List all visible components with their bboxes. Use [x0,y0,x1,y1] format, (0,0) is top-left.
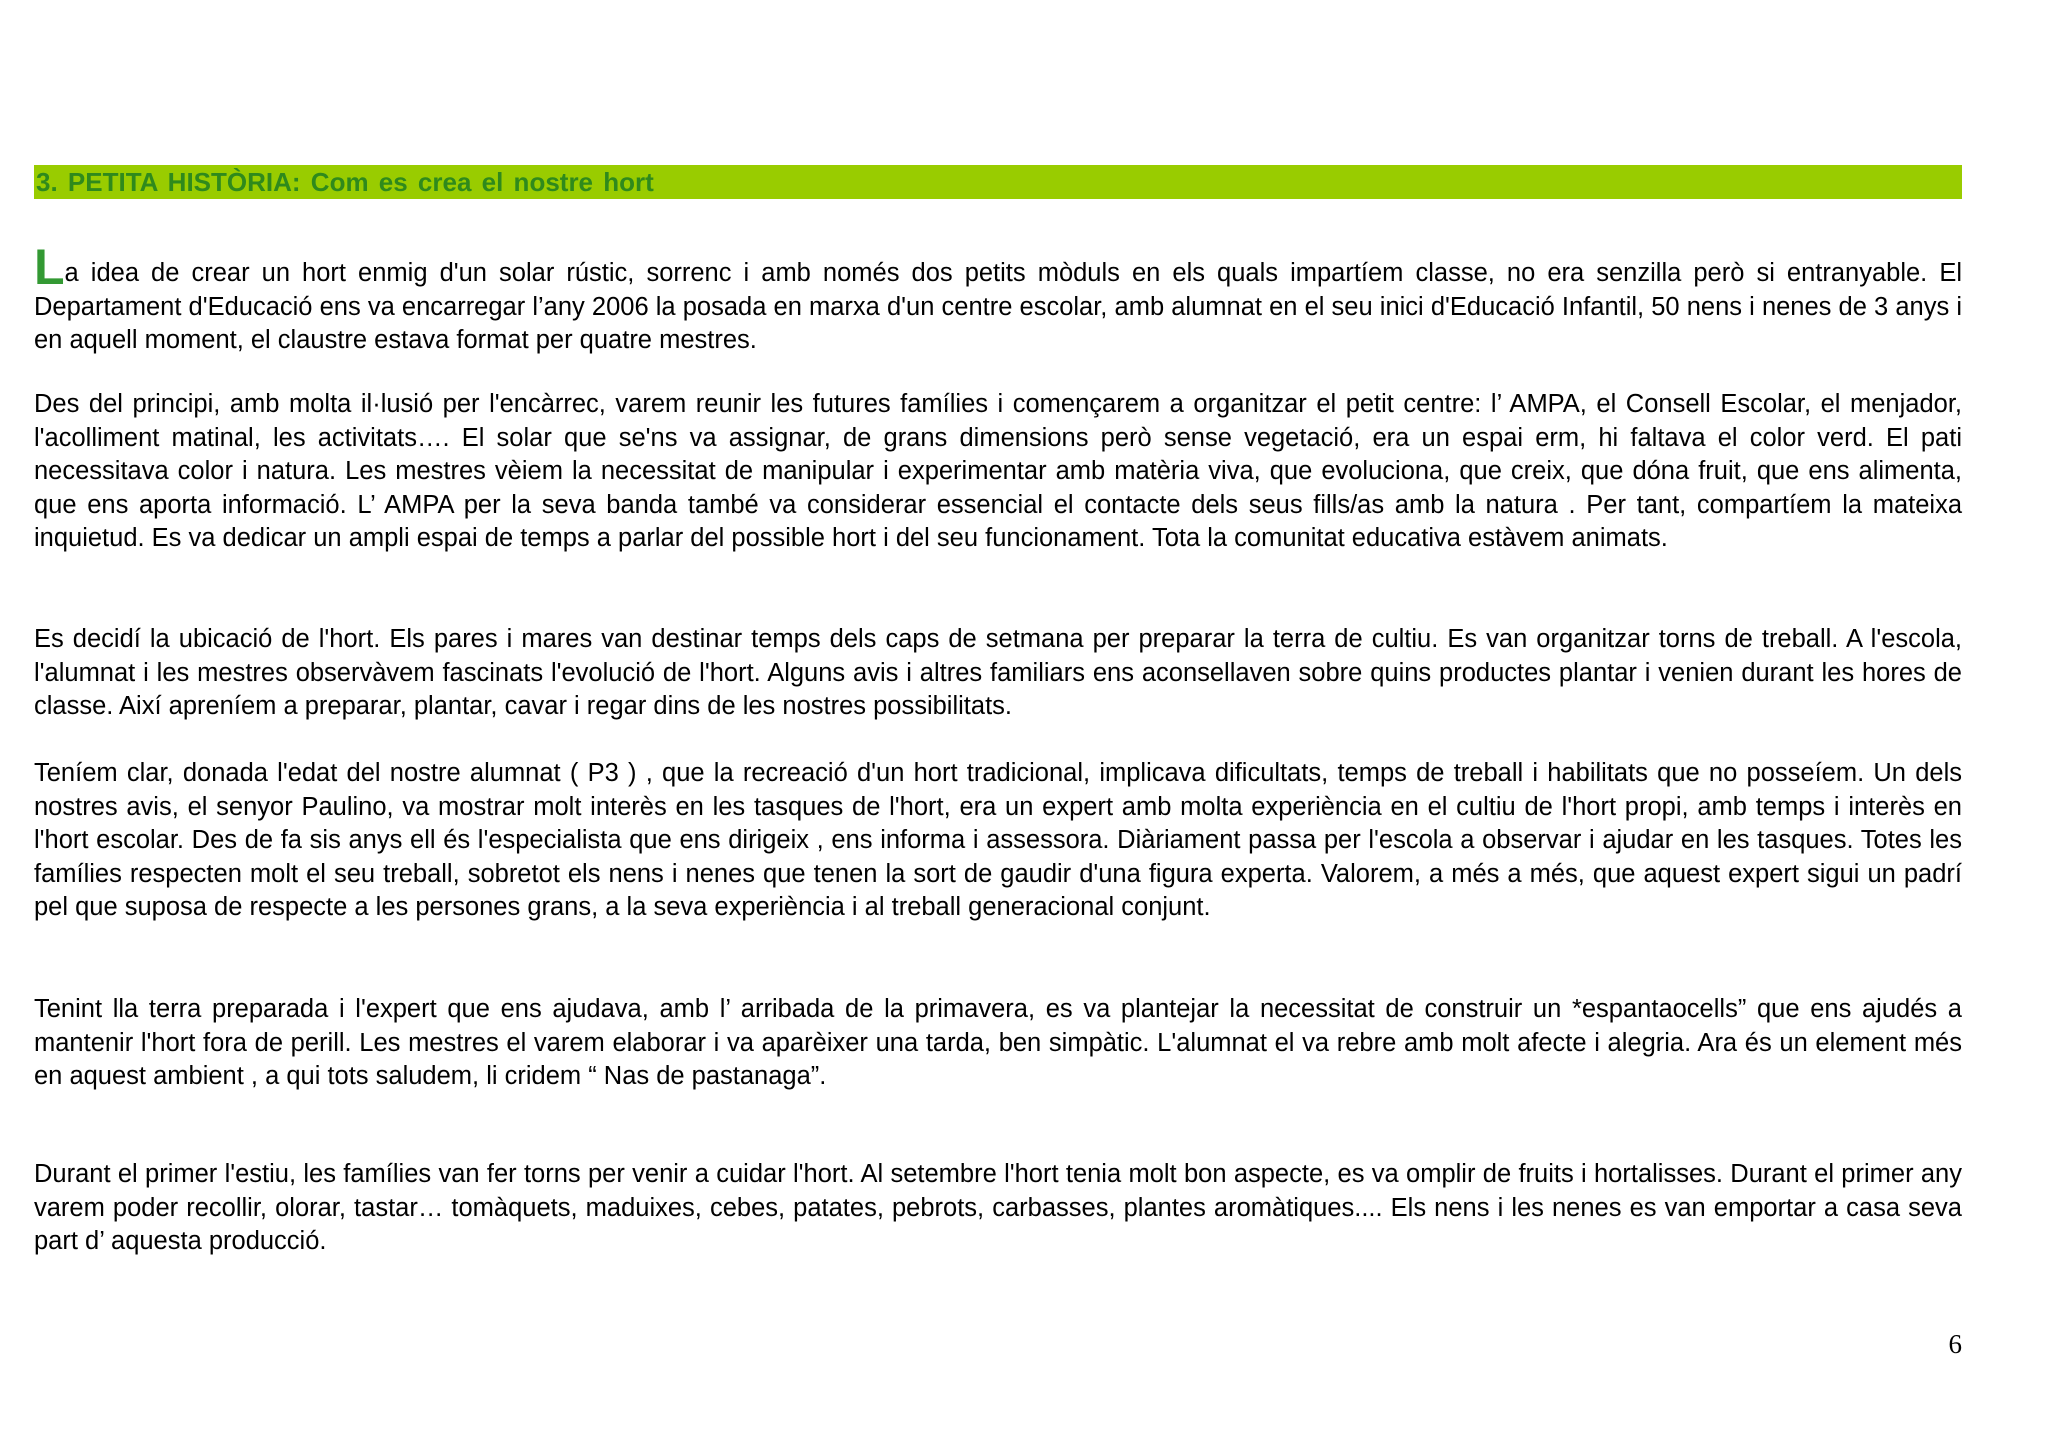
paragraph-location: Es decidí la ubicació de l'hort. Els pares i mares van destinar temps dels caps de setmana per preparar la terra de cultiu. Es van organitzar torns de treball. A l'escola, l'alumnat i les mestres observàvem fascinats l'evolució de l'hort. Alguns avis i altres familiars ens aconsellaven sobre quins productes plantar i venien durant les hores de classe. Així apreníem a preparar, plantar, cavar i regar dins de les nostres possibilitats. [34,625,1962,720]
document-page [34,0,1962,1447]
drop-cap-letter: L [34,239,65,295]
page-number: 6 [1948,1329,1962,1359]
paragraph-scarecrow: Tenint lla terra preparada i l'expert que ens ajudava, amb l’ arribada de la primavera, es va plantejar la necessitat de construir un *espantaocells” que ens ajudés a mantenir l'hort fora de perill. Les mestres el varem elaborar i va aparèixer una tarda, ben simpàtic. L'alumnat el va rebre amb molt afecte i alegria. Ara és un element més en aquest ambient , a qui tots saludem, li cridem “ Nas de pastanaga”. [34,995,1962,1090]
paragraph-beginnings: Des del principi, amb molta il·lusió per l'encàrrec, varem reunir les futures famílies i començarem a organitzar el petit centre: l’ AMPA, el Consell Escolar, el menjador, l'acolliment matinal, les activitats…. El solar que se'ns va assignar, de grans dimensions però sense vegetació, era un espai erm, hi faltava el color verd. El pati necessitava color i natura. Les mestres vèiem la necessitat de manipular i experimentar amb matèria viva, que evoluciona, que creix, que dóna fruit, que ens alimenta, que ens aporta informació. L’ AMPA per la seva banda també va considerar essencial el contacte dels seus fills/as amb la natura . Per tant, compartíem la mateixa inquietud. Es va dedicar un ampli espai de temps a parlar del possible hort i del seu funcionament. Tota la comunitat educativa estàvem animats. [34,390,1962,552]
paragraph-expert: Teníem clar, donada l'edat del nostre alumnat ( P3 ) , que la recreació d'un hort tradicional, implicava dificultats, temps de treball i habilitats que no posseíem. Un dels nostres avis, el senyor Paulino, va mostrar molt interès en les tasques de l'hort, era un expert amb molta experiència en el cultiu de l'hort propi, amb temps i interès en l'hort escolar. Des de fa sis anys ell és l'especialista que ens dirigeix , ens informa i assessora. Diàriament passa per l'escola a observar i ajudar en les tasques. Totes les famílies respecten molt el seu treball, sobretot els nens i nenes que tenen la sort de gaudir d'una figura experta. Valorem, a més a més, que aquest expert sigui un padrí pel que suposa de respecte a les persones grans, a la seva experiència i al treball generacional conjunt. [34,759,1962,921]
paragraph-intro-text: a idea de crear un hort enmig d'un solar rústic, sorrenc i amb només dos petits mòduls en els quals impartíem classe, no era senzilla però si entranyable. El Departament d'Educació ens va encarregar l’any 2006 la posada en marxa d'un centre escolar, amb alumnat en el seu inici d'Educació Infantil, 50 nens i nenes de 3 anys i en aquell moment, el claustre estava format per quatre mestres. [34,259,1962,354]
section-heading: 3. PETITA HISTÒRIA: Com es crea el nostre hort [36,167,654,197]
paragraph-intro [34,239,1962,358]
section-heading-bar [34,165,1962,199]
paragraph-first-summer: Durant el primer l'estiu, les famílies van fer torns per venir a cuidar l'hort. Al setembre l'hort tenia molt bon aspecte, es va omplir de fruits i hortalisses. Durant el primer any varem poder recollir, olorar, tastar… tomàquets, maduixes, cebes, patates, pebrots, carbasses, plantes aromàtiques.... Els nens i les nenes es van emportar a casa seva part d’ aquesta producció. [34,1160,1962,1255]
